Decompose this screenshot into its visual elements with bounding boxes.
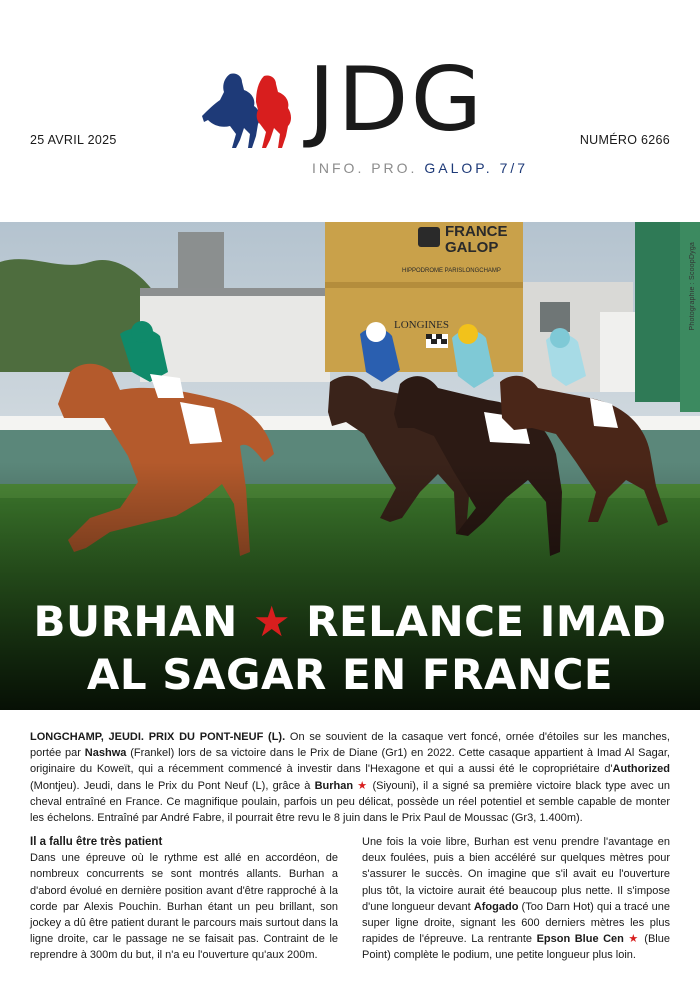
masthead bbox=[0, 0, 700, 222]
headline-horse-name: BURHAN bbox=[33, 597, 238, 646]
right-column bbox=[362, 834, 670, 964]
headline-line1 bbox=[0, 596, 700, 648]
lead-text-1: On se souvient de la casaque vert foncé, ornée d'étoiles sur les manches, portée par bbox=[30, 731, 670, 760]
lead-text-3: (Montjeu). Jeudi, dans le Prix du Pont Neuf (L), grâce à bbox=[30, 779, 315, 792]
headline-line1-rest: RELANCE IMAD bbox=[306, 597, 667, 646]
horse-name-authorized: Authorized bbox=[612, 763, 670, 776]
tagline-part2: GALOP. bbox=[424, 160, 493, 176]
left-column bbox=[30, 834, 338, 964]
section-subhead: Il a fallu être très patient bbox=[30, 836, 163, 848]
jdg-logo: JDG bbox=[308, 48, 485, 151]
lead-text-4: (Siyouni), il a signé sa première victoire black type avec un cheval entraîné en France. Ce magnifique poulain, parfois un peu délicat, possède un réel potentiel et semble capable de monter les échelons. Entraîné par André Fabre, il pourrait être revu le 8 juin dans le Prix Paul de Moussac (Gr3, 1.400m). bbox=[30, 779, 670, 825]
hero-photo bbox=[0, 222, 700, 710]
lead-dateline: LONGCHAMP, JEUDI. PRIX DU PONT-NEUF (L). bbox=[30, 731, 286, 743]
logo-tagline bbox=[312, 160, 528, 176]
headline-line2: AL SAGAR EN FRANCE bbox=[86, 650, 614, 699]
horse-rider-logo-icon bbox=[200, 70, 296, 150]
left-column-body: Dans une épreuve où le rythme est allé en accordéon, de nombreux concurrents se sont montrés allants. Burhan a d'abord évolué en dernière position avant d'être rapproché à la corde par Alexis Pouchin. Burhan étant un peu brillant, son jockey a dû être patient durant le parcours mais surtout dans la ligne droite, car le passage ne se faisait pas. Contraint de le reprendre à 300m du but, il n'a eu l'ouverture qu'aux 200m. bbox=[30, 852, 338, 962]
issue-date: 25 AVRIL 2025 bbox=[30, 133, 117, 147]
article-lead bbox=[30, 729, 670, 826]
sign-line1: FRANCE bbox=[445, 223, 508, 240]
star-icon: ★ bbox=[357, 779, 369, 792]
article-columns bbox=[30, 834, 670, 974]
right-text-3: (Blue Point) complète le podium, une petite longueur plus loin. bbox=[362, 933, 670, 962]
horse-name-afogado: Afogado bbox=[473, 900, 519, 913]
tagline-part3: 7/7 bbox=[499, 160, 529, 176]
star-icon: ★ bbox=[628, 933, 640, 946]
star-icon: ★ bbox=[252, 597, 292, 646]
jockey-checker-cap bbox=[426, 334, 448, 348]
photo-credit: Photographie : ScoopDyga bbox=[689, 242, 696, 331]
right-text-1: Une fois la voie libre, Burhan est venu prendre l'avantage en deux foulées, puis a bien accéléré sur quelques mètres pour s'assurer le succès. On imagine que s'il avait eu l'ouverture plus tôt, la victoire aurait été beaucoup plus nette. Il s'impose d'une longueur devant bbox=[362, 836, 670, 913]
right-text-2: (Too Darn Hot) qui a tracé une super ligne droite, signant les 600 derniers mètres les plus rapides de l'épreuve. La rentrante bbox=[362, 900, 670, 946]
horse-name-nashwa: Nashwa bbox=[84, 747, 127, 760]
sign-line2: GALOP bbox=[445, 239, 499, 256]
horse-name-burhan: Burhan bbox=[314, 779, 354, 792]
horse-name-epson-blue-cen: Epson Blue Cen bbox=[536, 933, 624, 946]
issue-number: NUMÉRO 6266 bbox=[579, 133, 670, 147]
lead-text-2: (Frankel) lors de sa victoire dans le Prix de Diane (Gr1) en 2022. Cette casaque appartient à Imad Al Sagar, originaire du Koweït, qui a récemment commencé à investir dans l'Hexagone et qui a aussi été le copropriétaire d' bbox=[30, 747, 670, 776]
tagline-part1: INFO. PRO. bbox=[312, 160, 418, 176]
sign-sponsor: LONGINES bbox=[394, 319, 449, 331]
sign-line3: HIPPODROME PARISLONGCHAMP bbox=[402, 268, 501, 274]
